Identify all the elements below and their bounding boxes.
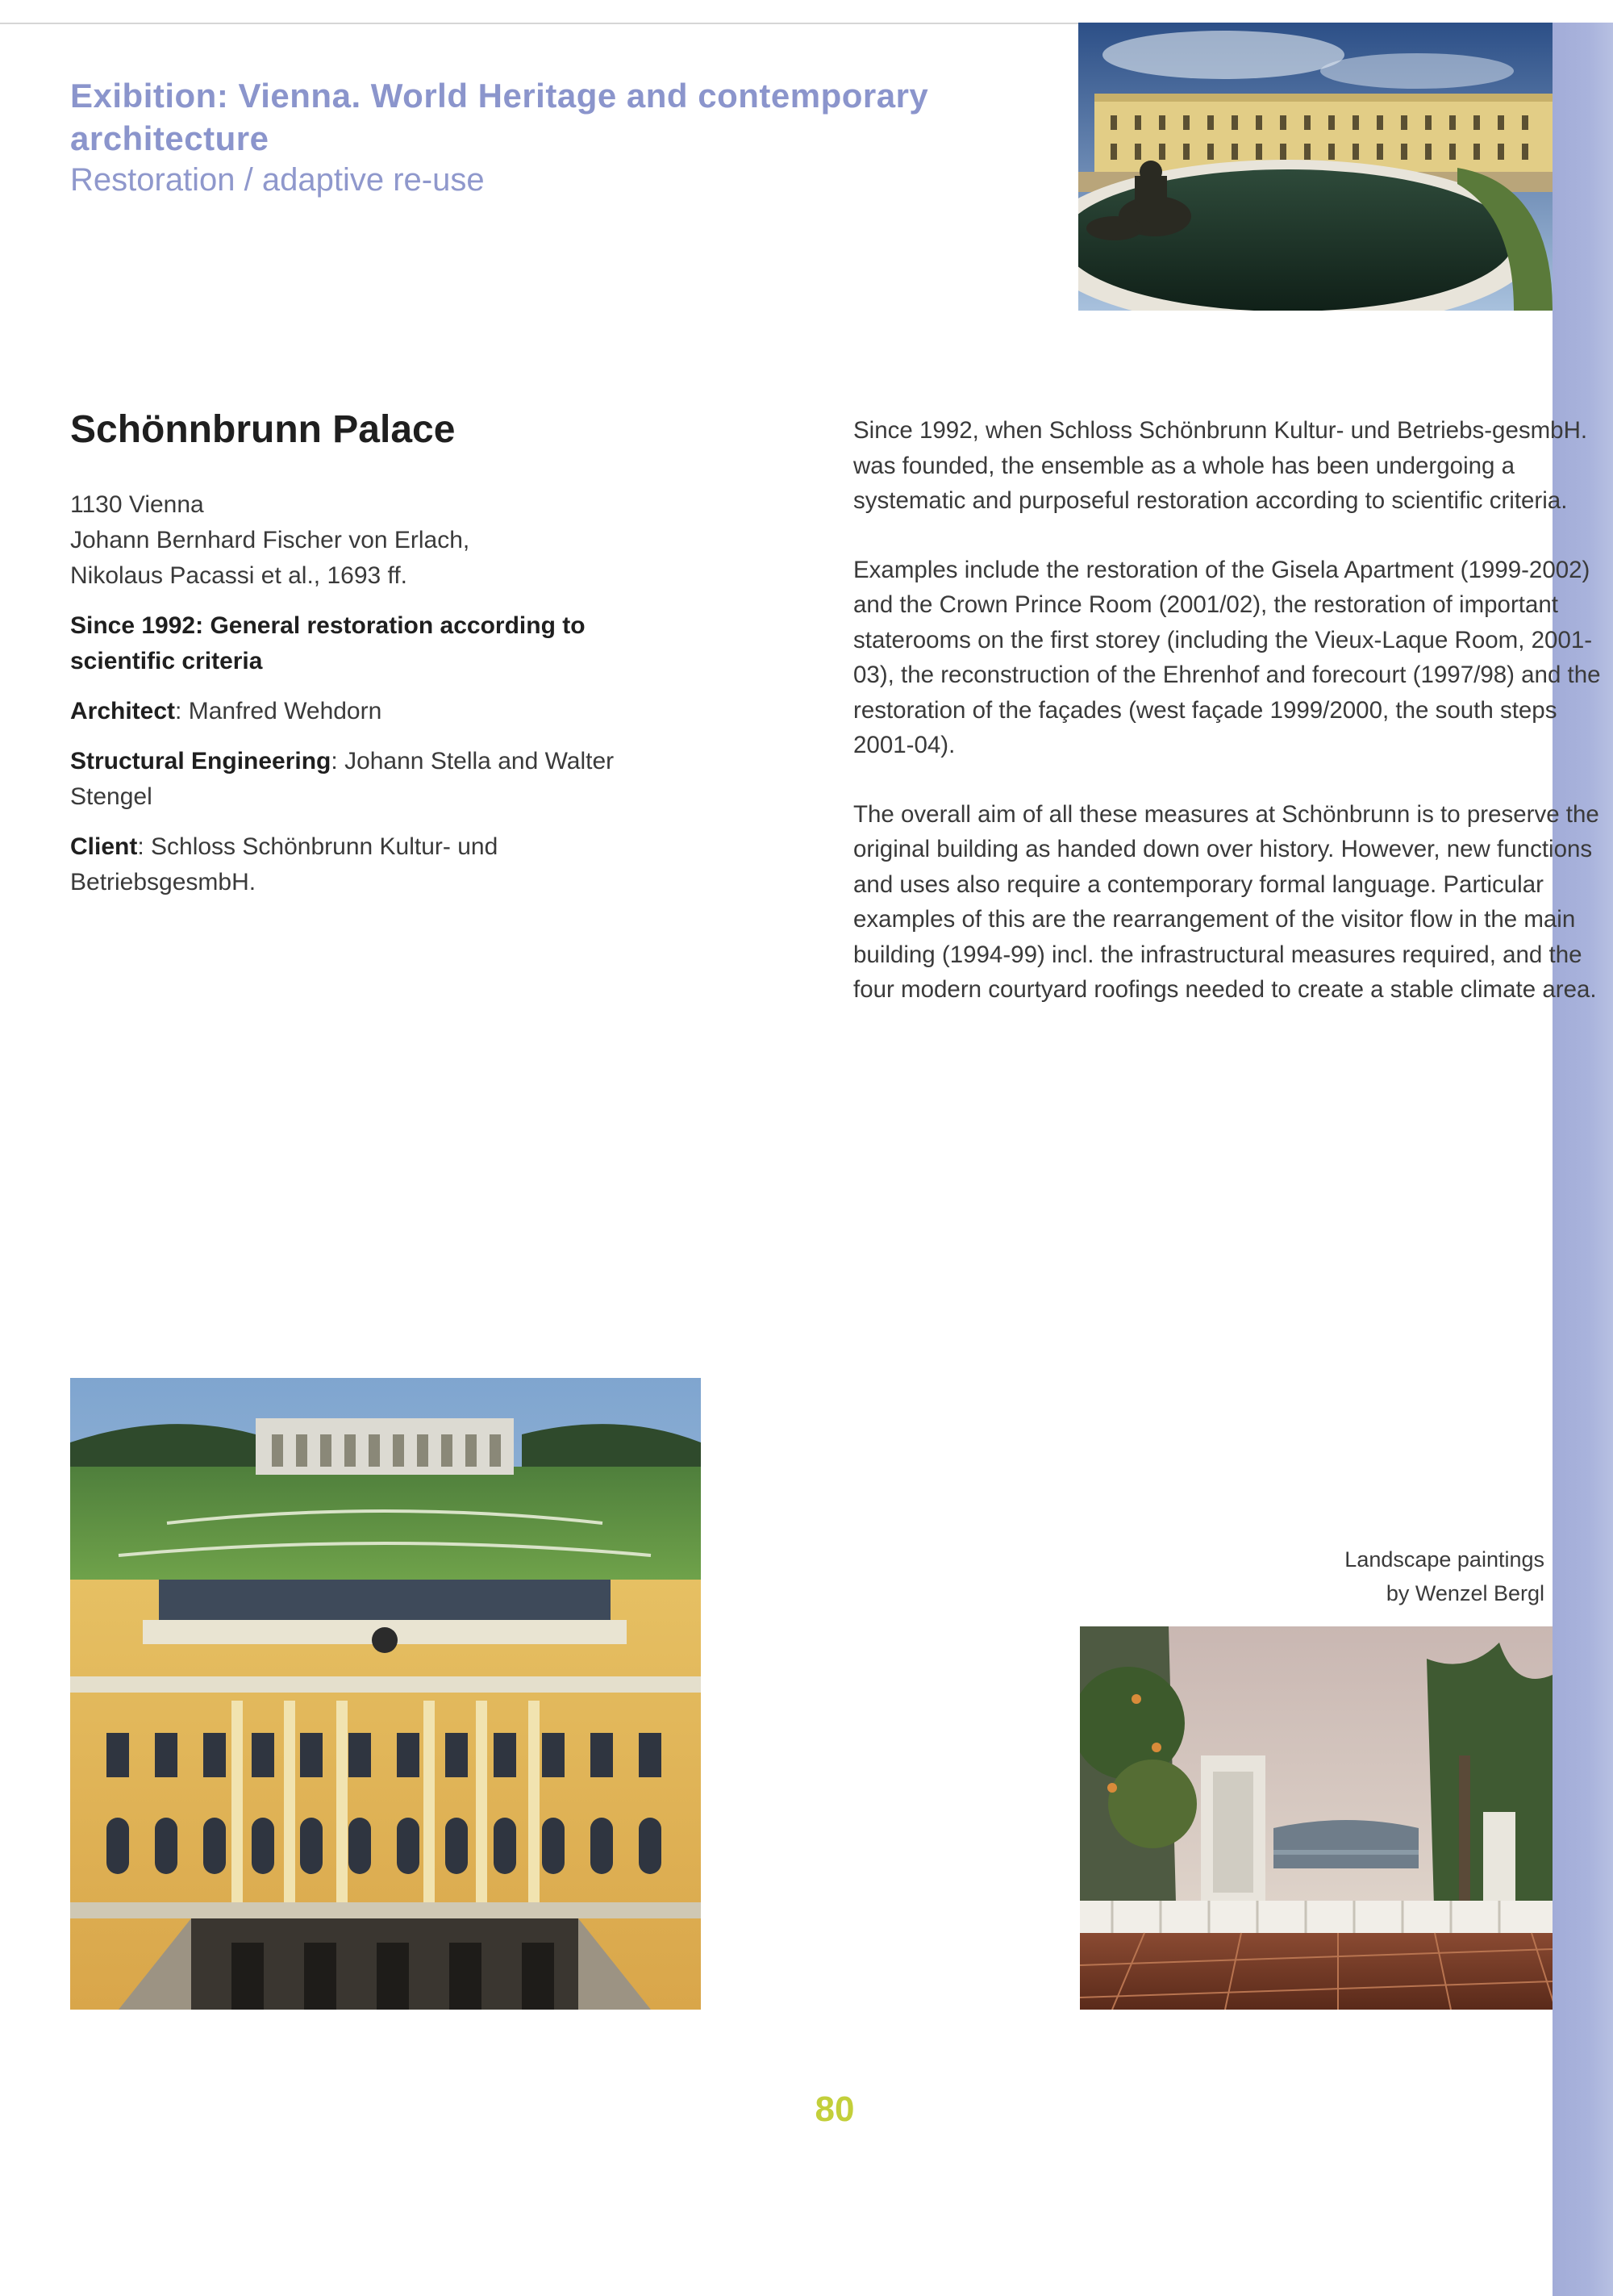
architect-label: Architect bbox=[70, 698, 176, 724]
engineering-credit: Structural Engineering: Johann Stella and Walter Stengel bbox=[70, 748, 615, 810]
body-paragraph-3: The overall aim of all these measures at Schönbrunn is to preserve the original building as handed down over history. However, new functions and uses also require a contemporary formal language. Particular examples of this are the rearrangement of the visitor flow in the main building (1994-99) incl. the infrastructural measures required, and the four modern courtyard roofings needed to create a stable climate area. bbox=[853, 800, 1599, 1003]
engineering-label: Structural Engineering bbox=[70, 748, 331, 774]
project-details bbox=[70, 487, 619, 915]
architect-credit: Architect: Manfred Wehdorn bbox=[70, 698, 382, 724]
caption-line-1: Landscape paintings bbox=[1344, 1547, 1544, 1572]
palace-fountain-photo bbox=[1078, 23, 1553, 311]
body-paragraph-1: Since 1992, when Schloss Schönbrunn Kultur- und Betriebs-gesmbH. was founded, the ensemble as a whole has been undergoing a systematic and purposeful restoration according to scientific criteria. bbox=[853, 417, 1588, 514]
caption-line-2: by Wenzel Bergl bbox=[1386, 1581, 1544, 1605]
client-name: Schloss Schönbrunn Kultur- und BetriebsgesmbH. bbox=[70, 833, 498, 895]
original-architects bbox=[70, 523, 619, 594]
exhibition-title: Exibition: Vienna. World Heritage and contemporary architecture bbox=[70, 77, 929, 157]
body-text bbox=[853, 413, 1603, 1042]
architect-name: Manfred Wehdorn bbox=[188, 698, 382, 724]
engineering-names: Johann Stella and Walter Stengel bbox=[70, 748, 615, 810]
architects-line-2: Nikolaus Pacassi et al., 1693 ff. bbox=[70, 562, 408, 589]
page-number: 80 bbox=[815, 2089, 855, 2129]
body-paragraph-2: Examples include the restoration of the Gisela Apartment (1999-2002) and the Crown Prince Room (2001/02), the restoration of important staterooms on the first storey (including the Vieux-Laque Room, 2001-03), the reconstruction of the Ehrenhof and forecourt (1997/98) and the restoration of the façades (west façade 1999/2000, the south steps 2001-04). bbox=[853, 556, 1601, 758]
address: 1130 Vienna bbox=[70, 491, 204, 518]
client-credit: Client: Schloss Schönbrunn Kultur- und BetriebsgesmbH. bbox=[70, 833, 498, 895]
bergl-room-photo bbox=[1080, 1626, 1553, 2010]
client-label: Client bbox=[70, 833, 138, 860]
restoration-note: Since 1992: General restoration according to scientific criteria bbox=[70, 612, 586, 674]
architects-line-1: Johann Bernhard Fischer von Erlach, bbox=[70, 527, 470, 553]
exhibition-subtitle: Restoration / adaptive re-use bbox=[70, 162, 485, 198]
project-title: Schönnbrunn Palace bbox=[70, 408, 456, 451]
side-color-band bbox=[1553, 23, 1613, 2296]
photo-caption bbox=[1258, 1542, 1544, 1610]
palace-facade-photo bbox=[70, 1378, 701, 2010]
